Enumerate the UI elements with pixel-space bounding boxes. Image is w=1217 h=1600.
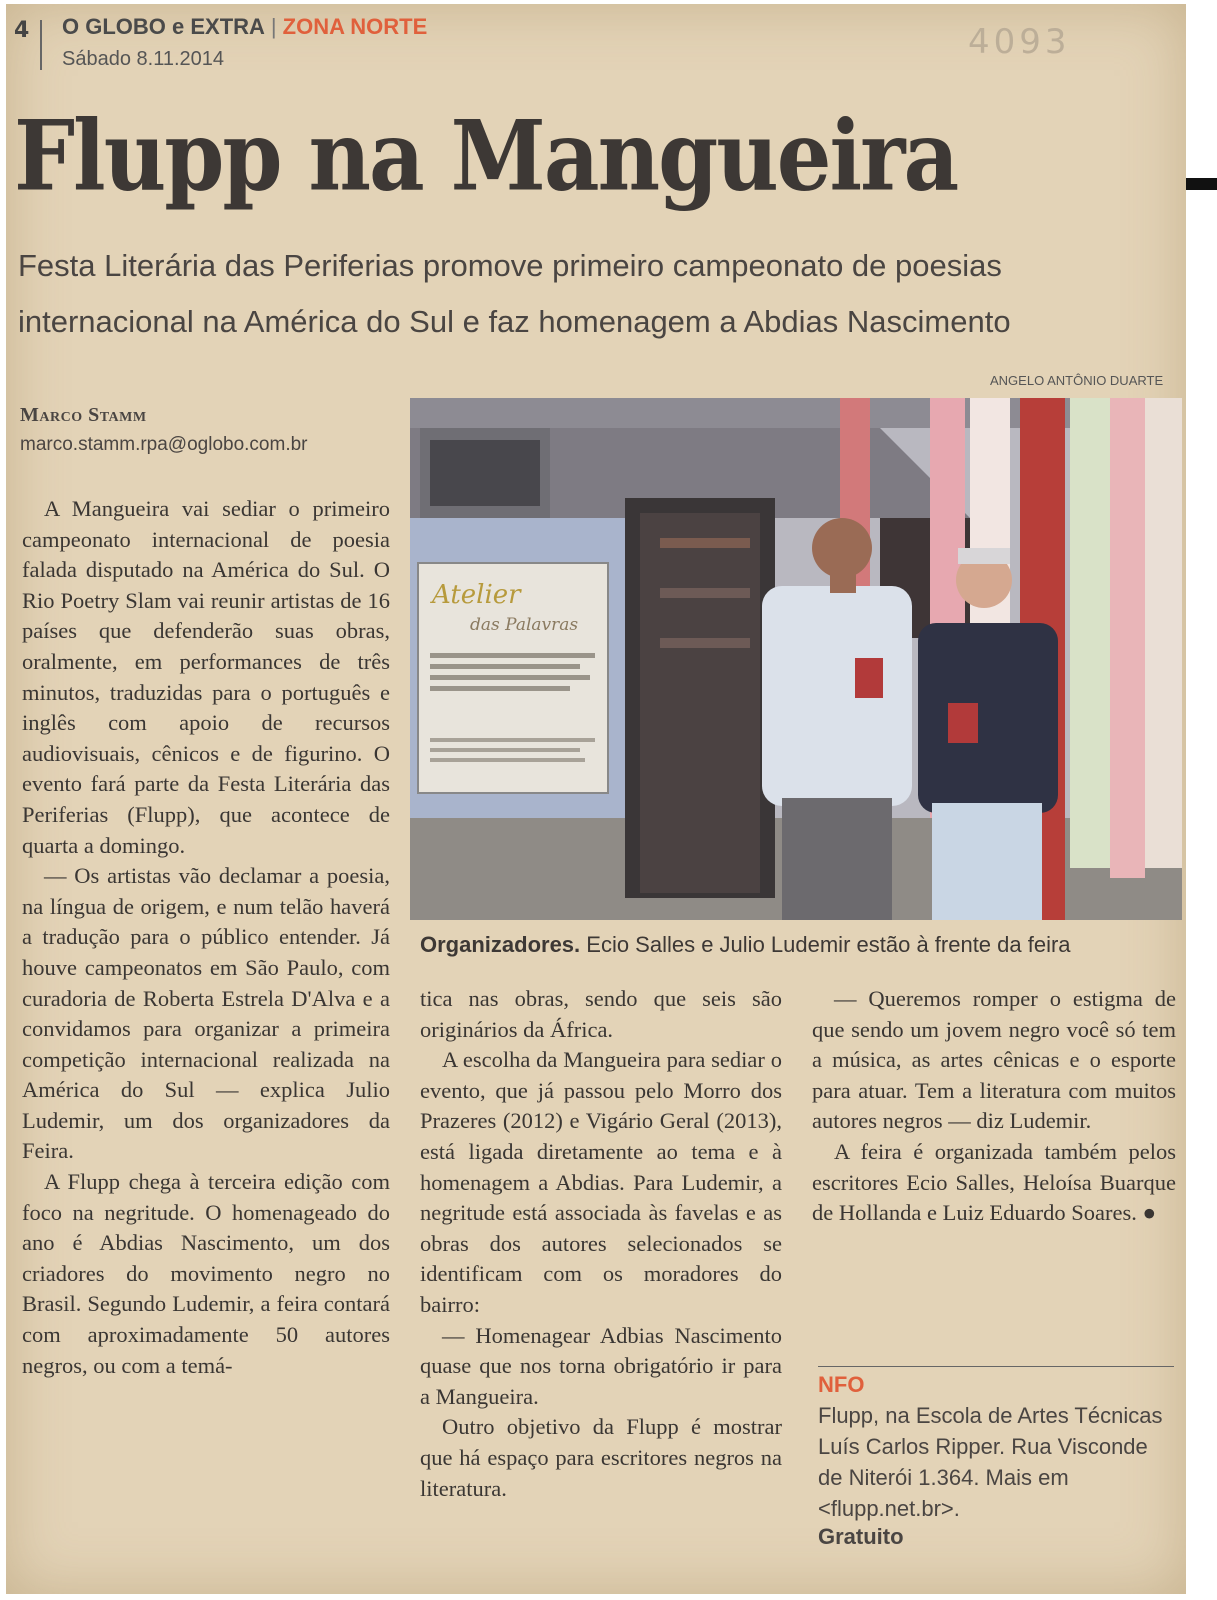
photo-illustration xyxy=(410,398,1182,920)
article-photo xyxy=(410,398,1182,920)
sign-subtitle: das Palavras xyxy=(470,615,579,635)
scan-edge-mark xyxy=(1186,178,1217,190)
headline: Flupp na Mangueira xyxy=(14,100,958,214)
paragraph: — Os artistas vão declamar a poesia, na língua de origem, e num telão haverá a tradução para o público entender. Já houve campeonatos em São Paulo, com curadoria de Roberta Estrela D'Alva e a convidamos para organizar a primeira competição internacional realizada na América do Sul — explica Julio Ludemir, um dos organizadores da Feira. xyxy=(22,863,390,1164)
column-3 xyxy=(812,984,1176,1229)
scan-margin xyxy=(1186,0,1217,1600)
paragraph: — Homenagear Adbias Nascimento quase que nos torna obrigatório ir para a Mangueira. xyxy=(420,1322,782,1409)
header-separator: | xyxy=(270,14,277,39)
paragraph: A feira é organizada também pelos escritores Ecio Salles, Heloísa Buarque de Hollanda e Luiz Eduardo Soares. ● xyxy=(812,1138,1176,1226)
info-text: Flupp, na Escola de Artes Técnicas Luís Carlos Ripper. Rua Visconde de Niterói 1.364. Mais em <flupp.net.br>. xyxy=(818,1403,1163,1521)
caption-text: Ecio Salles e Julio Ludemir estão à frente da feira xyxy=(580,932,1071,957)
paragraph: tica nas obras, sendo que seis são originários da África. xyxy=(420,986,782,1042)
publication-header xyxy=(62,14,427,40)
info-price: Gratuito xyxy=(818,1524,904,1549)
paragraph: — Queremos romper o estigma de que sendo um jovem negro você só tem a música, as artes cênicas e o esporte para atuar. Tem a literatura com muitos autores negros — diz Ludemir. xyxy=(812,986,1176,1134)
sign-title: Atelier xyxy=(432,580,521,610)
paragraph: A Mangueira vai sediar o primeiro campeonato internacional de poesia falada disputado na América do Sul. O Rio Poetry Slam vai reunir artistas de 16 países que defenderão suas obras, oralmente, em performances de três minutos, traduzidas para o português e inglês com apoio de recursos audiovisuais, cênicos e de figurino. O evento fará parte da Festa Literária das Periferias (Flupp), que acontece de quarta a domingo. xyxy=(22,496,390,858)
publication-name: O GLOBO e EXTRA xyxy=(62,14,265,39)
section-name: ZONA NORTE xyxy=(282,14,428,39)
handwritten-number: 4093 xyxy=(968,22,1071,62)
photo-caption xyxy=(420,932,1071,958)
paragraph: A escolha da Mangueira para sediar o evento, que já passou pelo Morro dos Prazeres (2012) e Vigário Geral (2013), está ligada diretamente ao tema e à homenagem a Abdias. Para Ludemir, a negritude está associada às favelas e as obras dos autores selecionados se identificam com os moradores do bairro: xyxy=(420,1047,782,1317)
photo-credit: ANGELO ANTÔNIO DUARTE xyxy=(990,373,1164,388)
author-byline: Marco Stamm xyxy=(20,404,147,426)
info-label: NFO xyxy=(818,1372,865,1397)
caption-label: Organizadores. xyxy=(420,932,581,957)
paragraph: Outro objetivo da Flupp é mostrar que há espaço para escritores negros na literatura. xyxy=(420,1414,782,1501)
author-email: marco.stamm.rpa@oglobo.com.br xyxy=(20,434,308,455)
issue-date: Sábado 8.11.2014 xyxy=(62,48,225,70)
page-number: 4 xyxy=(14,18,30,43)
column-1 xyxy=(22,494,390,1381)
header-divider xyxy=(40,20,42,70)
column-2 xyxy=(420,984,782,1504)
paragraph: A Flupp chega à terceira edição com foco na negritude. O homenageado do ano é Abdias Nascimento, um dos criadores do movimento negro no Brasil. Segundo Ludemir, a feira contará com aproximadamente 50 autores negros, ou com a temá- xyxy=(22,1169,390,1378)
info-divider xyxy=(818,1366,1174,1367)
deck: Festa Literária das Periferias promove primeiro campeonato de poesias internacional na América do Sul e faz homenagem a Abdias Nascimento xyxy=(18,248,1011,339)
